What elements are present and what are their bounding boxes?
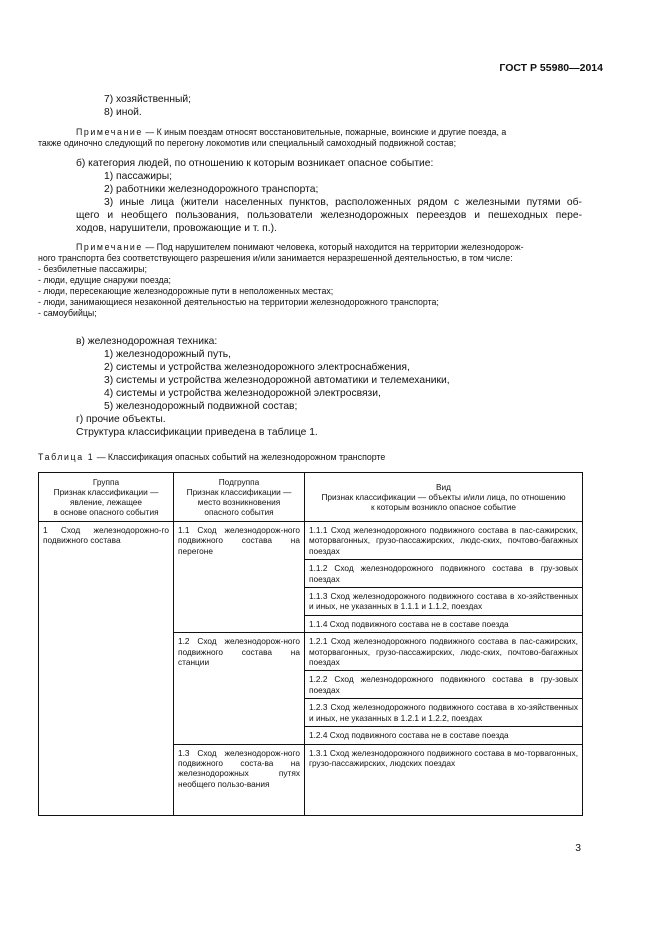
header-line: явление, лежащее bbox=[69, 497, 143, 507]
header-group bbox=[39, 473, 174, 522]
note-label: Примечание bbox=[76, 242, 143, 252]
list-item: 7) хозяйственный; bbox=[104, 94, 192, 105]
note-label: Примечание bbox=[76, 127, 143, 137]
kind-cell: 1.3.1 Сход железнодорожного подвижного состава в мо-торвагонных, грузо-пассажирских, людских поездах bbox=[305, 744, 583, 815]
list-item: 3) системы и устройства железнодорожной автоматики и телемеханики, bbox=[104, 375, 450, 386]
list-item: 3) иные лица (жители населенных пунктов, расположенных рядом с железными путями об- bbox=[104, 197, 582, 208]
standard-number: ГОСТ Р 55980—2014 bbox=[499, 62, 603, 74]
note-list-item: - люди, едущие снаружи поезда; bbox=[38, 275, 171, 285]
header-line: Признак классификации — bbox=[186, 487, 292, 497]
section-v-title: в) железнодорожная техника: bbox=[76, 336, 218, 347]
header-line: Признак классификации — объекты и/или лица, по отношению bbox=[321, 492, 566, 502]
header-line: Группа bbox=[92, 477, 120, 487]
list-item-continued: щего и необщего пользования, пользователи железнодорожных переездов и пешеходных пере- bbox=[76, 210, 582, 221]
kind-cell: 1.2.4 Сход подвижного состава не в составе поезда bbox=[305, 727, 583, 744]
note-2 bbox=[76, 242, 582, 253]
table-row bbox=[39, 522, 583, 560]
table-caption-text: — Классификация опасных событий на железнодорожном транспорте bbox=[96, 452, 386, 462]
kind-cell: 1.1.2 Сход железнодорожного подвижного состава в гру-зовых поездах bbox=[305, 560, 583, 588]
list-item: 1) пассажиры; bbox=[104, 171, 172, 182]
note-text: — Под нарушителем понимают человека, который находится на территории железнодорож- bbox=[145, 242, 524, 252]
note-text: также одиночно следующий по перегону локомотив или специальный самоходный подвижной состав; bbox=[38, 138, 457, 148]
header-line: в основе опасного события bbox=[53, 507, 159, 517]
page-number: 3 bbox=[575, 843, 581, 854]
note-text: ного транспорта без соответствующего разрешения и/или занимается неразрешенной деятельностью, в том числе: bbox=[38, 253, 513, 263]
group-cell: 1 Сход железнодорожно-го подвижного состава bbox=[39, 522, 174, 816]
note-list-item: - безбилетные пассажиры; bbox=[38, 264, 147, 274]
kind-cell: 1.2.1 Сход железнодорожного подвижного состава в пас-сажирских, моторвагонных, грузо-пассажирских, людс-ских, почтово-багажных поездах bbox=[305, 633, 583, 671]
note-1 bbox=[76, 127, 582, 138]
list-item: 2) системы и устройства железнодорожного электроснабжения, bbox=[104, 362, 410, 373]
note-list-item: - люди, пересекающие железнодорожные пути в неположенных местах; bbox=[38, 286, 334, 296]
structure-reference: Структура классификации приведена в таблице 1. bbox=[76, 427, 318, 438]
subgroup-cell: 1.2 Сход железнодорож-ного подвижного состава на станции bbox=[174, 633, 305, 744]
list-item: 5) железнодорожный подвижной состав; bbox=[104, 401, 298, 412]
section-b-title: б) категория людей, по отношению к которым возникает опасное событие: bbox=[76, 158, 434, 169]
list-item: 4) системы и устройства железнодорожной электросвязи, bbox=[104, 388, 381, 399]
kind-cell: 1.1.4 Сход подвижного состава не в составе поезда bbox=[305, 615, 583, 632]
note-list-item: - самоубийцы; bbox=[38, 308, 97, 318]
header-line: Подгруппа bbox=[218, 477, 260, 487]
list-item: 1) железнодорожный путь, bbox=[104, 349, 232, 360]
table-caption bbox=[38, 452, 385, 462]
header-line: Признак классификации — bbox=[53, 487, 159, 497]
table-header-row bbox=[39, 473, 583, 522]
section-g: г) прочие объекты. bbox=[76, 414, 166, 425]
subgroup-cell: 1.1 Сход железнодорож-ного подвижного состава на перегоне bbox=[174, 522, 305, 633]
kind-cell: 1.2.2 Сход железнодорожного подвижного состава в гру-зовых поездах bbox=[305, 671, 583, 699]
subgroup-cell: 1.3 Сход железнодорож-ного подвижного соста-ва на железнодорожных путях необщего пользо-вания bbox=[174, 744, 305, 815]
table-caption-label: Таблица 1 bbox=[38, 452, 95, 462]
kind-cell: 1.1.3 Сход железнодорожного подвижного состава в хо-зяйственных и иных, не указанных в 1.1.1 и 1.1.2, поездах bbox=[305, 588, 583, 616]
header-line: место возникновения bbox=[197, 497, 281, 507]
list-item-continued: ходов, нарушители, провожающие и т. п.). bbox=[76, 223, 277, 234]
header-kind bbox=[305, 473, 583, 522]
kind-cell: 1.2.3 Сход железнодорожного подвижного состава в хо-зяйственных и иных, не указанных в 1.2.1 и 1.2.2, поездах bbox=[305, 699, 583, 727]
kind-cell: 1.1.1 Сход железнодорожного подвижного состава в пас-сажирских, моторвагонных, грузо-пассажирских, людс-ских, почтово-багажных поездах bbox=[305, 522, 583, 560]
header-line: к которым возникло опасное событие bbox=[370, 502, 517, 512]
list-item: 8) иной. bbox=[104, 107, 142, 118]
list-item: 2) работники железнодорожного транспорта; bbox=[104, 184, 319, 195]
header-line: опасного события bbox=[204, 507, 274, 517]
note-list-item: - люди, занимающиеся незаконной деятельностью на территории железнодорожного транспорта; bbox=[38, 297, 439, 307]
header-subgroup bbox=[174, 473, 305, 522]
classification-table bbox=[38, 472, 583, 816]
header-line: Вид bbox=[435, 482, 451, 492]
note-text: — К иным поездам относят восстановительные, пожарные, воинские и другие поезда, а bbox=[145, 127, 507, 137]
